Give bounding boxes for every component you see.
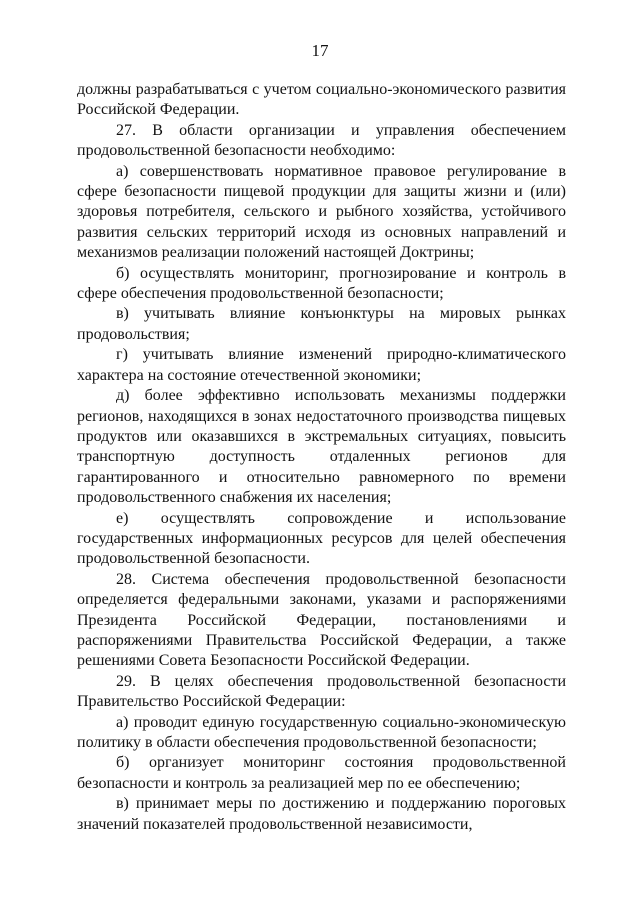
paragraph-continuation: должны разрабатываться с учетом социально-экономического развития Российской Федерации. bbox=[77, 81, 566, 119]
paragraph-29-a: а) проводит единую государственную социально-экономическую политику в области обеспечения продовольственной безопасности; bbox=[77, 713, 566, 751]
paragraph-27-b: б) осуществлять мониторинг, прогнозирование и контроль в сфере обеспечения продовольственной безопасности; bbox=[77, 264, 566, 303]
paragraph-27: 27. В области организации и управления обеспечением продовольственной безопасности необходимо: bbox=[77, 121, 566, 160]
paragraph-27-e: е) осуществлять сопровождение и использование государственных информационных ресурсов для целей обеспечения продовольственной безопасности. bbox=[77, 509, 566, 568]
paragraph-27-v: в) учитывать влияние конъюнктуры на мировых рынках продовольствия; bbox=[77, 305, 566, 343]
paragraph-29-v: в) принимает меры по достижению и поддержанию пороговых значений показателей продовольственной независимости, bbox=[77, 795, 566, 833]
paragraph-27-a: а) совершенствовать нормативное правовое регулирование в сфере безопасности пищевой продукции для защиты жизни и (или) здоровья потребителя, сельского и рыбного хозяйства, устойчивого развития сельских территорий исходя из основных направлений и механизмов реализации положений настоящей Доктрины; bbox=[77, 162, 566, 262]
paragraph-29-b: б) организует мониторинг состояния продовольственной безопасности и контроль за реализацией мер по ее обеспечению; bbox=[77, 754, 566, 792]
page-body bbox=[77, 80, 566, 835]
paragraph-27-g: г) учитывать влияние изменений природно-климатического характера на состояние отечественной экономики; bbox=[77, 346, 566, 384]
paragraph-28: 28. Система обеспечения продовольственной безопасности определяется федеральными законами, указами и распоряжениями Президента Российской Федерации, постановлениями и распоряжениями Правительства Российской Федерации, а также решениями Совета Безопасности Российской Федерации. bbox=[77, 570, 566, 670]
page-number: 17 bbox=[311, 41, 329, 60]
paragraph-29: 29. В целях обеспечения продовольственной безопасности Правительство Российской Федерации: bbox=[77, 672, 566, 711]
paragraph-27-d: д) более эффективно использовать механизмы поддержки регионов, находящихся в зонах недостаточного производства пищевых продуктов или оказавшихся в экстремальных ситуациях, повысить транспортную доступность отдаленных регионов для гарантированного и относительно равномерного по времени продовольственного снабжения их населения; bbox=[77, 387, 566, 507]
